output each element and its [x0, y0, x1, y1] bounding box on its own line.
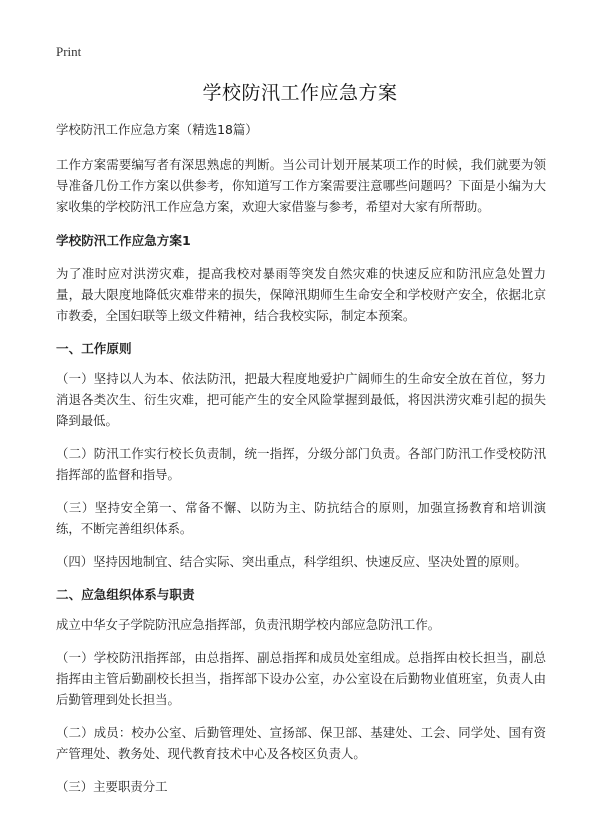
principle-item: （三）坚持安全第一、常备不懈、以防为主、防抗结合的原则，加强宣扬教育和培训演练，不断完善组织体系。 — [56, 500, 546, 536]
principle-item: （二）防汛工作实行校长负责制，统一指挥，分级分部门负责。各部门防汛工作受校防汛指挥部的监督和指导。 — [56, 446, 546, 482]
org-item: （二）成员：校办公室、后勤管理处、宣扬部、保卫部、基建处、工会、同学处、国有资产管理处、教务处、现代教育技术中心及各校区负责人。 — [56, 725, 546, 761]
document-body — [56, 119, 546, 797]
intro-paragraph: 工作方案需要编写者有深思熟虑的判断。当公司计划开展某项工作的时候，我们就要为领导准备几份工作方案以供参考，你知道写工作方案需要注意哪些问题吗？下面是小编为大家收集的学校防汛工作应急方案，欢迎大家借鉴与参考，希望对大家有所帮助。 — [56, 157, 546, 214]
print-link[interactable]: Print — [56, 44, 82, 59]
principle-item: （一）坚持以人为本、依法防汛，把最大程度地爱护广阔师生的生命安全放在首位，努力消退各类次生、衍生灾难，把可能产生的安全风险掌握到最低，将因洪涝灾难引起的损失降到最低。 — [56, 371, 546, 428]
org-intro-paragraph: 成立中华女子学院防汛应急指挥部，负责汛期学校内部应急防汛工作。 — [56, 617, 441, 632]
section-heading: 学校防汛工作应急方案1 — [56, 233, 191, 248]
org-heading: 二、应急组织体系与职责 — [56, 587, 195, 602]
page-title: 学校防汛工作应急方案 — [202, 82, 398, 104]
org-item: （一）学校防汛指挥部，由总指挥、副总指挥和成员处室组成。总指挥由校长担当，副总指挥由主管后勤副校长担当，指挥部下设办公室，办公室设在后勤物业值班室，负责人由后勤管理到处长担当。 — [56, 650, 546, 707]
org-item: （三）主要职责分工 — [56, 779, 168, 794]
principles-heading: 一、工作原则 — [56, 341, 132, 356]
document-subtitle: 学校防汛工作应急方案（精选18篇） — [56, 122, 258, 137]
section-intro-paragraph: 为了准时应对洪涝灾难，提高我校对暴雨等突发自然灾难的快速反应和防汛应急处置力量，最大限度地降低灾难带来的损失，保障汛期师生生命安全和学校财产安全，依据北京市教委，全国妇联等上级文件精神，结合我校实际，制定本预案。 — [56, 266, 546, 323]
principle-item: （四）坚持因地制宜、结合实际、突出重点，科学组织、快速反应、坚决处置的原则。 — [56, 554, 527, 569]
